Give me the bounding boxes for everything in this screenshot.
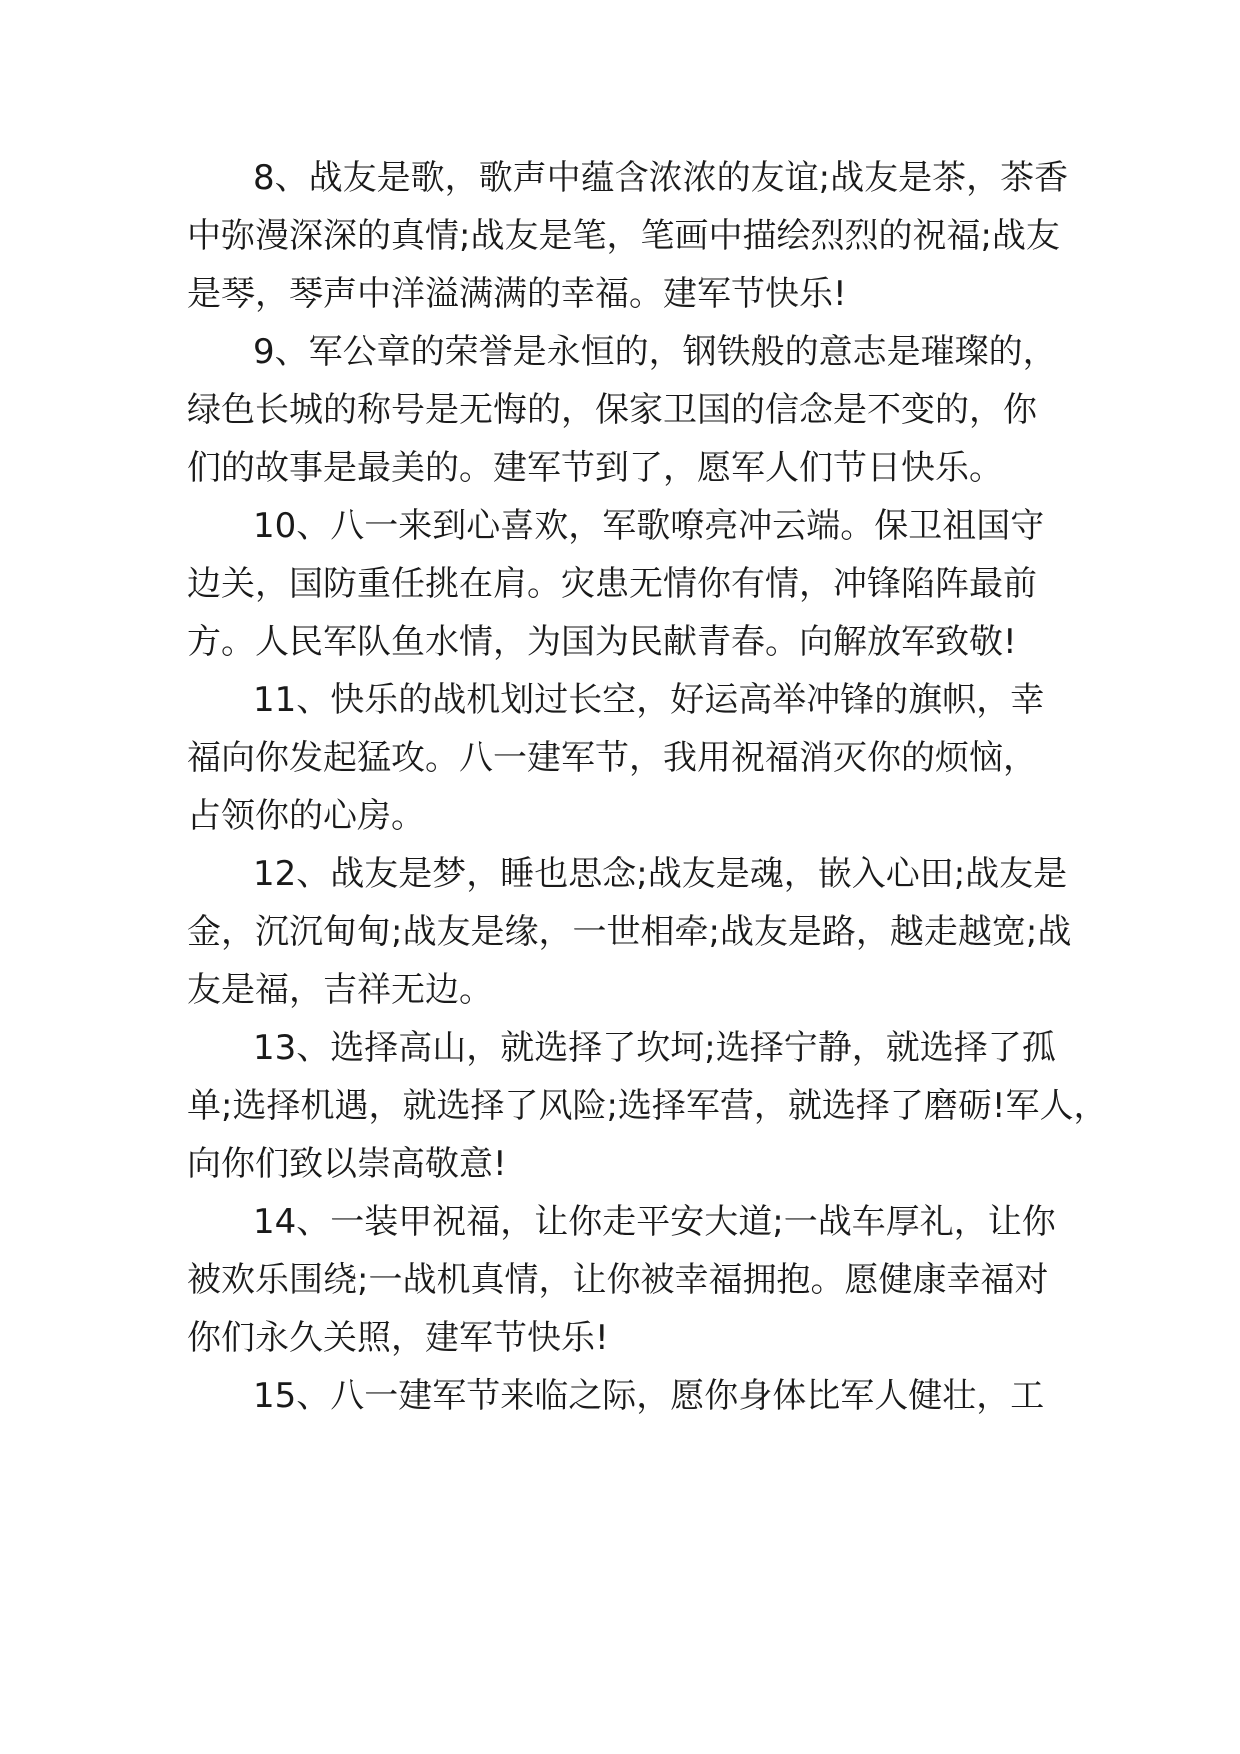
paragraph-8-line-3: 是琴，琴声中洋溢满满的幸福。建军节快乐! <box>187 274 847 314</box>
paragraph-15-line-1: 15、八一建军节来临之际，愿你身体比军人健壮，工 <box>253 1376 1045 1416</box>
paragraph-14-line-2: 被欢乐围绕;一战机真情，让你被幸福拥抱。愿健康幸福对 <box>187 1260 1049 1300</box>
paragraph-9-line-1: 9、军公章的荣誉是永恒的，钢铁般的意志是璀璨的， <box>253 332 1057 372</box>
paragraph-12-line-1: 12、战友是梦，睡也思念;战友是魂，嵌入心田;战友是 <box>253 854 1068 894</box>
paragraph-11-line-1: 11、快乐的战机划过长空，好运高举冲锋的旗帜，幸 <box>253 680 1045 720</box>
paragraph-9-line-2: 绿色长城的称号是无悔的，保家卫国的信念是不变的，你 <box>187 390 1037 430</box>
paragraph-14-line-1: 14、一装甲祝福，让你走平安大道;一战车厚礼，让你 <box>253 1202 1056 1242</box>
paragraph-13-line-2: 单;选择机遇，就选择了风险;选择军营，就选择了磨砺!军人， <box>187 1086 1108 1126</box>
paragraph-8-line-1: 8、战友是歌，歌声中蕴含浓浓的友谊;战友是茶，茶香 <box>253 158 1069 198</box>
paragraph-11-line-2: 福向你发起猛攻。八一建军节，我用祝福消灭你的烦恼， <box>187 738 1037 778</box>
paragraph-13-line-3: 向你们致以崇高敬意! <box>187 1144 507 1184</box>
paragraph-9-line-3: 们的故事是最美的。建军节到了，愿军人们节日快乐。 <box>187 448 1003 488</box>
paragraph-10-line-1: 10、八一来到心喜欢，军歌嘹亮冲云端。保卫祖国守 <box>253 506 1045 546</box>
paragraph-14-line-3: 你们永久关照，建军节快乐! <box>187 1318 609 1358</box>
paragraph-13-line-1: 13、选择高山，就选择了坎坷;选择宁静，就选择了孤 <box>253 1028 1056 1068</box>
paragraph-10-line-2: 边关，国防重任挑在肩。灾患无情你有情，冲锋陷阵最前 <box>187 564 1037 604</box>
paragraph-12-line-3: 友是福，吉祥无边。 <box>187 970 493 1010</box>
paragraph-8-line-2: 中弥漫深深的真情;战友是笔，笔画中描绘烈烈的祝福;战友 <box>187 216 1060 256</box>
paragraph-10-line-3: 方。人民军队鱼水情，为国为民献青春。向解放军致敬! <box>187 622 1017 662</box>
paragraph-11-line-3: 占领你的心房。 <box>187 796 425 836</box>
paragraph-12-line-2: 金，沉沉甸甸;战友是缘，一世相牵;战友是路，越走越宽;战 <box>187 912 1072 952</box>
